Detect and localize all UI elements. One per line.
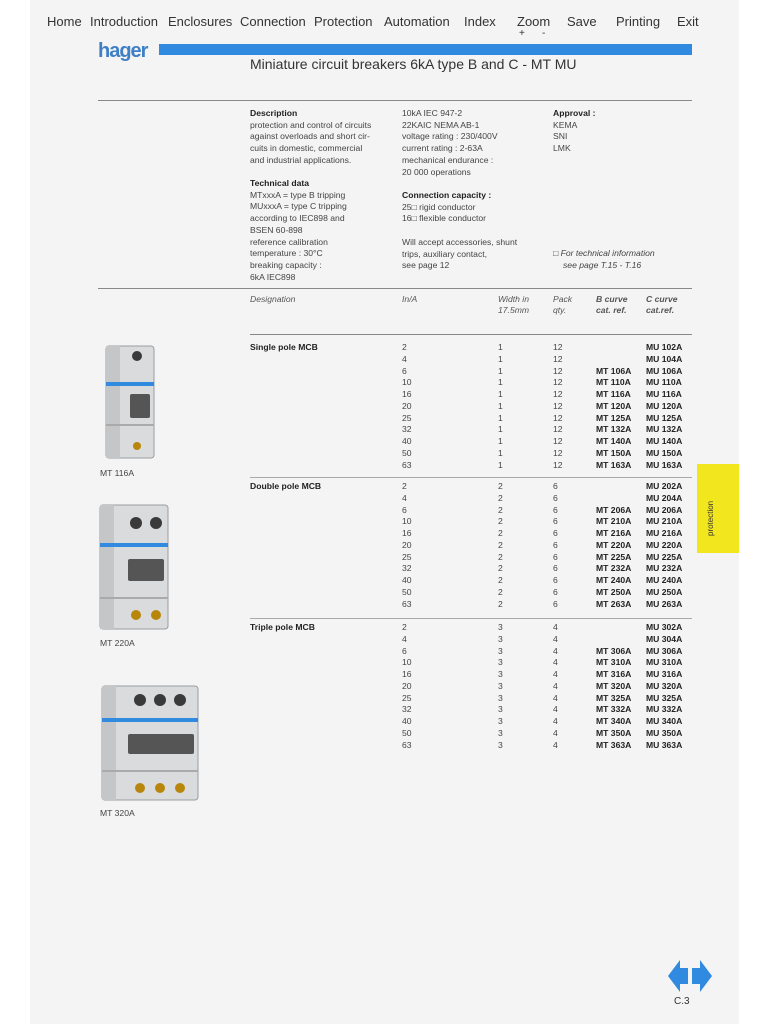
cell-c-ref: MU 204A — [646, 492, 683, 503]
cell-width: 2 — [498, 481, 503, 491]
cell-in: 4 — [402, 353, 407, 364]
page-title: Miniature circuit breakers 6kA type B and C - MT MU — [250, 56, 577, 72]
cell-in: 6 — [402, 504, 407, 515]
cell-pack: 12 — [553, 436, 563, 446]
header-pack — [553, 294, 572, 316]
cell-c-ref: MU 225A — [646, 551, 683, 562]
cell-in: 10 — [402, 657, 412, 668]
cell-b-ref: MT 320A — [596, 680, 632, 691]
cell-b-ref: MT 140A — [596, 436, 632, 446]
cell-pack: 6 — [553, 492, 558, 503]
header-b-line1: B curve — [596, 294, 628, 304]
cell-in: 2 — [402, 342, 407, 352]
nav-automation[interactable]: Automation — [384, 14, 450, 29]
cell-pack: 6 — [553, 563, 558, 574]
cell-pack: 6 — [553, 539, 558, 550]
cell-pack: 12 — [553, 400, 563, 411]
cell-b-ref: MT 306A — [596, 645, 632, 656]
cell-in: 6 — [402, 365, 407, 376]
description-line: against overloads and short cir- — [250, 131, 370, 142]
cell-in: 32 — [402, 563, 412, 574]
cell-in: 40 — [402, 436, 412, 446]
connection-block — [402, 190, 491, 225]
technical-line: BSEN 60-898 — [250, 224, 303, 235]
approval-line: SNI — [553, 131, 568, 142]
nav-save[interactable]: Save — [567, 14, 597, 29]
cell-b-ref: MT 225A — [596, 551, 632, 562]
cell-b-ref: MT 132A — [596, 424, 632, 435]
cell-in: 16 — [402, 669, 412, 679]
caption-double-pole: MT 220A — [100, 638, 135, 648]
cell-pack: 4 — [553, 692, 558, 703]
cell-c-ref: MU 216A — [646, 528, 683, 538]
header-b-line2: cat. ref. — [596, 305, 627, 315]
cell-c-ref: MU 116A — [646, 389, 682, 399]
cell-in: 6 — [402, 645, 407, 656]
cell-pack: 6 — [553, 516, 558, 527]
cell-width: 1 — [498, 436, 503, 446]
cell-width: 1 — [498, 389, 503, 399]
zoom-out-button[interactable]: - — [542, 28, 546, 39]
cell-pack: 12 — [553, 377, 563, 388]
table-row — [0, 481, 768, 493]
header-pack-line1: Pack — [553, 294, 573, 304]
cell-pack: 4 — [553, 622, 558, 632]
group-label: Double pole MCB — [250, 481, 322, 491]
cell-width: 1 — [498, 424, 503, 435]
cell-width: 2 — [498, 586, 503, 597]
tech-info-line: □ For technical information — [553, 248, 655, 258]
cell-c-ref: MU 140A — [646, 436, 683, 446]
cell-in: 25 — [402, 551, 412, 562]
cell-in: 4 — [402, 492, 407, 503]
cell-in: 25 — [402, 692, 412, 703]
nav-introduction[interactable]: Introduction — [90, 14, 158, 29]
cell-pack: 4 — [553, 727, 558, 738]
nav-protection[interactable]: Protection — [314, 14, 373, 29]
cell-b-ref: MT 340A — [596, 716, 632, 726]
cell-pack: 4 — [553, 704, 558, 715]
cell-in: 16 — [402, 389, 412, 399]
cell-pack: 12 — [553, 459, 563, 470]
cell-in: 63 — [402, 459, 412, 470]
cell-c-ref: MU 250A — [646, 586, 683, 597]
cell-width: 3 — [498, 704, 503, 715]
cell-width: 2 — [498, 528, 503, 538]
accessories-line: Will accept accessories, shunt — [402, 237, 518, 247]
technical-line: temperature : 30°C — [250, 248, 323, 259]
cell-c-ref: MU 363A — [646, 739, 683, 750]
accessories-line: trips, auxiliary contact, — [402, 248, 488, 259]
cell-b-ref: MT 163A — [596, 459, 632, 470]
cell-c-ref: MU 316A — [646, 669, 683, 679]
cell-pack: 12 — [553, 412, 563, 423]
cell-b-ref: MT 250A — [596, 586, 632, 597]
previous-page-icon[interactable] — [668, 960, 688, 992]
description-line: cuits in domestic, commercial — [250, 143, 363, 154]
cell-width: 3 — [498, 633, 503, 644]
page-number: C.3 — [674, 996, 690, 1007]
cell-b-ref: MT 263A — [596, 598, 632, 609]
cell-width: 3 — [498, 680, 503, 691]
cell-b-ref: MT 316A — [596, 669, 632, 679]
cell-c-ref: MU 320A — [646, 680, 683, 691]
cell-pack: 6 — [553, 481, 558, 491]
cell-c-ref: MU 120A — [646, 400, 683, 411]
group-label: Single pole MCB — [250, 342, 318, 352]
cell-c-ref: MU 150A — [646, 447, 683, 458]
cell-b-ref: MT 120A — [596, 400, 632, 411]
tech-info-block — [553, 248, 655, 271]
technical-line: MUxxxA = type C tripping — [250, 201, 347, 212]
nav-enclosures[interactable]: Enclosures — [168, 14, 233, 29]
cell-b-ref: MT 216A — [596, 528, 632, 538]
technical-block — [250, 178, 347, 283]
caption-single-pole: MT 116A — [100, 468, 135, 478]
header-bar — [159, 44, 692, 55]
spec-line: voltage rating : 230/400V — [402, 131, 498, 142]
cell-in: 63 — [402, 739, 412, 750]
hager-logo: hager — [98, 40, 148, 62]
header-c-curve — [646, 294, 678, 316]
header-c-line1: C curve — [646, 294, 678, 304]
header-b-curve — [596, 294, 628, 316]
group-divider — [250, 477, 692, 478]
cell-c-ref: MU 302A — [646, 622, 683, 632]
cell-b-ref: MT 220A — [596, 539, 632, 550]
cell-pack: 4 — [553, 657, 558, 668]
cell-width: 1 — [498, 377, 503, 388]
table-row — [0, 669, 768, 681]
page-nav-arrows — [666, 958, 714, 994]
technical-line: breaking capacity : — [250, 259, 322, 270]
cell-c-ref: MU 102A — [646, 342, 683, 352]
table-header-rule — [250, 334, 692, 335]
header-in: In/A — [402, 294, 418, 304]
group-label: Triple pole MCB — [250, 622, 315, 632]
cell-width: 3 — [498, 727, 503, 738]
header-width-line1: Width in — [498, 294, 529, 304]
nav-home[interactable]: Home — [47, 14, 82, 29]
technical-line: 6kA IEC898 — [250, 271, 296, 282]
nav-exit[interactable]: Exit — [677, 14, 699, 29]
cell-width: 2 — [498, 598, 503, 609]
cell-pack: 12 — [553, 353, 563, 364]
cell-pack: 6 — [553, 504, 558, 515]
mcb-double-pole-image — [98, 503, 170, 633]
zoom-in-button[interactable]: + — [519, 28, 525, 39]
cell-in: 10 — [402, 377, 412, 388]
cell-c-ref: MU 206A — [646, 504, 683, 515]
cell-width: 3 — [498, 739, 503, 750]
middle-rule — [98, 288, 692, 289]
cell-c-ref: MU 104A — [646, 353, 683, 364]
cell-pack: 4 — [553, 680, 558, 691]
cell-c-ref: MU 304A — [646, 633, 683, 644]
cell-pack: 6 — [553, 598, 558, 609]
cell-b-ref: MT 232A — [596, 563, 632, 574]
approval-heading: Approval : — [553, 108, 596, 118]
tech-info-line: see page T.15 - T.16 — [563, 259, 642, 270]
cell-b-ref: MT 125A — [596, 412, 632, 423]
cell-pack: 4 — [553, 669, 558, 679]
nav-index[interactable]: Index — [464, 14, 496, 29]
cell-b-ref: MT 240A — [596, 575, 632, 585]
cell-width: 1 — [498, 459, 503, 470]
cell-width: 3 — [498, 657, 503, 668]
cell-in: 32 — [402, 424, 412, 435]
cell-b-ref: MT 332A — [596, 704, 632, 715]
cell-in: 50 — [402, 447, 412, 458]
cell-pack: 4 — [553, 633, 558, 644]
cell-width: 1 — [498, 400, 503, 411]
cell-pack: 6 — [553, 528, 558, 538]
cell-in: 16 — [402, 528, 412, 538]
specs-block — [402, 108, 498, 178]
cell-pack: 6 — [553, 575, 558, 585]
cell-width: 1 — [498, 342, 503, 352]
cell-in: 50 — [402, 586, 412, 597]
technical-line: reference calibration — [250, 236, 328, 247]
cell-in: 2 — [402, 481, 407, 491]
cell-in: 4 — [402, 633, 407, 644]
cell-c-ref: MU 340A — [646, 716, 683, 726]
cell-c-ref: MU 325A — [646, 692, 683, 703]
cell-in: 40 — [402, 575, 412, 585]
header-width-line2: 17.5mm — [498, 305, 530, 315]
mcb-single-pole-image — [100, 344, 160, 462]
cell-width: 3 — [498, 645, 503, 656]
description-line: protection and control of circuits — [250, 119, 372, 130]
description-heading: Description — [250, 108, 298, 118]
connection-heading: Connection capacity : — [402, 190, 492, 200]
cell-width: 3 — [498, 622, 503, 632]
spec-line: current rating : 2-63A — [402, 143, 483, 154]
nav-connection[interactable]: Connection — [240, 14, 306, 29]
cell-width: 2 — [498, 516, 503, 527]
cell-c-ref: MU 163A — [646, 459, 683, 470]
spec-line: 22KAIC NEMA AB-1 — [402, 119, 480, 130]
cell-c-ref: MU 125A — [646, 412, 683, 423]
approval-line: KEMA — [553, 119, 578, 130]
cell-b-ref: MT 150A — [596, 447, 632, 458]
top-rule — [98, 100, 692, 101]
cell-in: 20 — [402, 680, 412, 691]
cell-width: 1 — [498, 412, 503, 423]
cell-b-ref: MT 106A — [596, 365, 632, 376]
spec-line: mechanical endurance : — [402, 154, 494, 165]
table-row — [0, 657, 768, 669]
cell-c-ref: MU 232A — [646, 563, 683, 574]
technical-line: MTxxxA = type B tripping — [250, 189, 346, 200]
cell-in: 2 — [402, 622, 407, 632]
cell-c-ref: MU 210A — [646, 516, 683, 527]
cell-width: 1 — [498, 353, 503, 364]
cell-b-ref: MT 206A — [596, 504, 632, 515]
technical-heading: Technical data — [250, 178, 310, 188]
cell-c-ref: MU 220A — [646, 539, 683, 550]
cell-in: 20 — [402, 539, 412, 550]
cell-c-ref: MU 132A — [646, 424, 683, 435]
spec-line: 10kA IEC 947-2 — [402, 108, 463, 118]
caption-triple-pole: MT 320A — [100, 808, 135, 818]
accessories-line: see page 12 — [402, 260, 450, 271]
cell-c-ref: MU 240A — [646, 575, 683, 585]
protection-side-tab[interactable] — [697, 464, 739, 553]
description-line: and industrial applications. — [250, 154, 352, 165]
cell-width: 3 — [498, 716, 503, 726]
header-pack-line2: qty. — [553, 305, 567, 315]
cell-b-ref: MT 325A — [596, 692, 632, 703]
cell-c-ref: MU 350A — [646, 727, 683, 738]
header-width — [498, 294, 529, 316]
cell-pack: 12 — [553, 424, 563, 435]
cell-pack: 4 — [553, 645, 558, 656]
connection-line: 25□ rigid conductor — [402, 201, 476, 212]
technical-line: according to IEC898 and — [250, 213, 345, 224]
cell-width: 2 — [498, 504, 503, 515]
cell-b-ref: MT 310A — [596, 657, 632, 668]
cell-c-ref: MU 202A — [646, 481, 683, 491]
approval-line: LMK — [553, 143, 571, 154]
cell-width: 2 — [498, 563, 503, 574]
description-block — [250, 108, 371, 167]
cell-width: 2 — [498, 539, 503, 550]
cell-pack: 12 — [553, 447, 563, 458]
cell-c-ref: MU 310A — [646, 657, 683, 668]
cell-in: 20 — [402, 400, 412, 411]
cell-in: 32 — [402, 704, 412, 715]
mcb-triple-pole-image — [100, 684, 200, 804]
group-divider — [250, 618, 692, 619]
cell-b-ref: MT 110A — [596, 377, 631, 388]
cell-c-ref: MU 110A — [646, 377, 682, 388]
cell-width: 1 — [498, 365, 503, 376]
cell-width: 3 — [498, 692, 503, 703]
cell-pack: 12 — [553, 389, 563, 399]
cell-width: 3 — [498, 669, 503, 679]
cell-in: 50 — [402, 727, 412, 738]
nav-printing[interactable]: Printing — [616, 14, 661, 29]
cell-c-ref: MU 306A — [646, 645, 683, 656]
nav-zoom[interactable]: Zoom — [517, 14, 551, 29]
accessories-block — [402, 237, 517, 272]
approval-block — [553, 108, 596, 155]
next-page-icon[interactable] — [692, 960, 712, 992]
cell-b-ref: MT 363A — [596, 739, 632, 750]
cell-pack: 12 — [553, 365, 563, 376]
header-designation: Designation — [250, 294, 296, 304]
cell-width: 2 — [498, 492, 503, 503]
connection-line: 16□ flexible conductor — [402, 213, 487, 224]
cell-pack: 12 — [553, 342, 563, 352]
cell-pack: 4 — [553, 739, 558, 750]
cell-width: 1 — [498, 447, 503, 458]
cell-pack: 4 — [553, 716, 558, 726]
cell-width: 2 — [498, 551, 503, 562]
cell-b-ref: MT 210A — [596, 516, 632, 527]
cell-c-ref: MU 332A — [646, 704, 683, 715]
cell-in: 40 — [402, 716, 412, 726]
cell-in: 25 — [402, 412, 412, 423]
cell-b-ref: MT 350A — [596, 727, 632, 738]
cell-width: 2 — [498, 575, 503, 585]
cell-b-ref: MT 116A — [596, 389, 631, 399]
cell-pack: 6 — [553, 586, 558, 597]
cell-c-ref: MU 106A — [646, 365, 683, 376]
cell-in: 63 — [402, 598, 412, 609]
cell-pack: 6 — [553, 551, 558, 562]
protection-tab-label: protection — [706, 500, 715, 536]
header-c-line2: cat.ref. — [646, 305, 675, 315]
cell-c-ref: MU 263A — [646, 598, 683, 609]
cell-in: 10 — [402, 516, 412, 527]
spec-line: 20 000 operations — [402, 166, 471, 177]
